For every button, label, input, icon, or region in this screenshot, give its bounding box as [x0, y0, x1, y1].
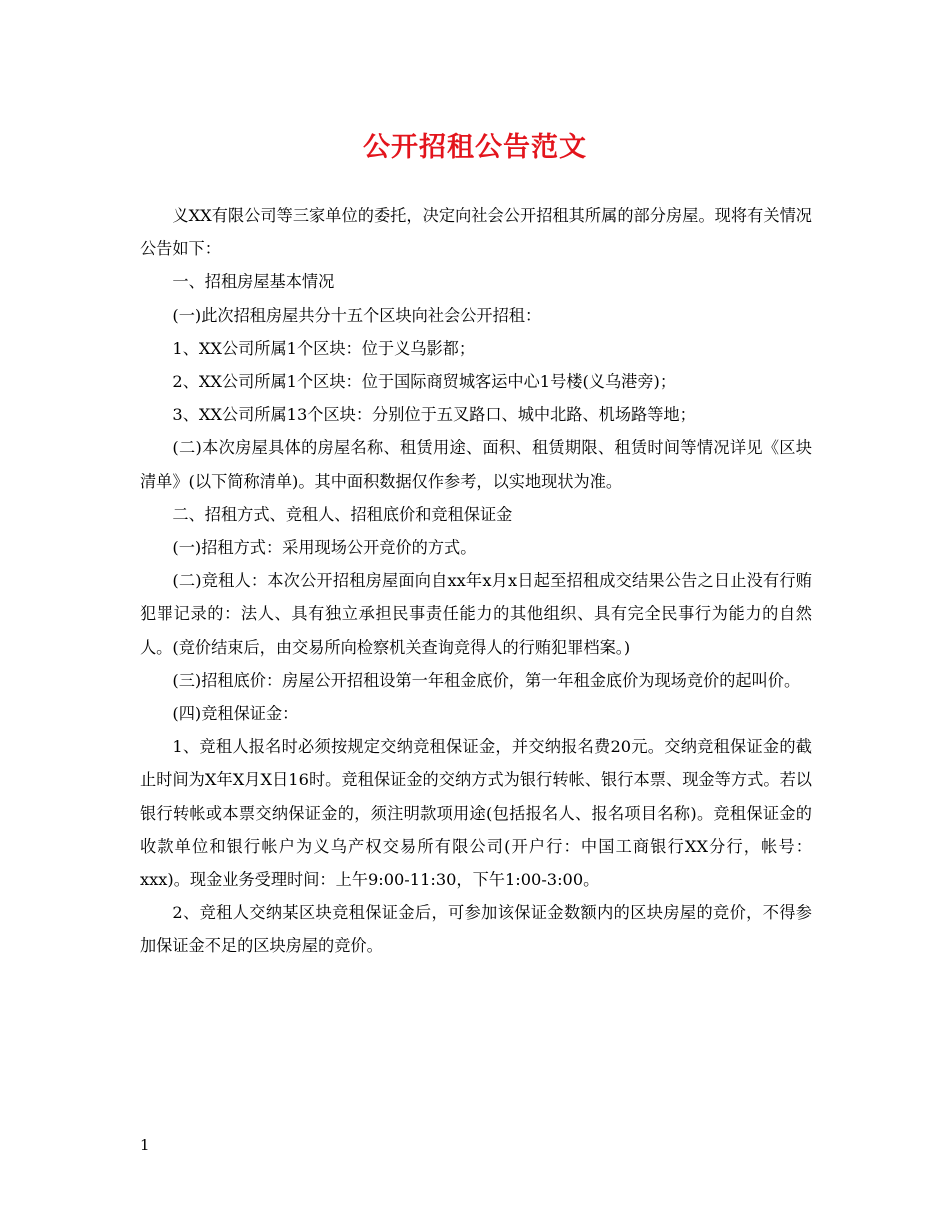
paragraph: 二、招租方式、竞租人、招租底价和竞租保证金 — [172, 504, 513, 524]
paragraph: (一)此次招租房屋共分十五个区块向社会公开招租： — [172, 305, 542, 325]
document-body — [140, 199, 812, 963]
paragraph: 1、竞租人报名时必须按规定交纳竞租保证金，并交纳报名费20元。交纳竞租保证金的截止时间为X年X月X日16时。竞租保证金的交纳方式为银行转帐、银行本票、现金等方式。若以银行转帐或本票交纳保证金的，须注明款项用途(包括报名人、报名项目名称)。竞租保证金的收款单位和银行帐户为义乌产权交易所有限公司(开户行：中国工商银行XX分行，帐号：xxx)。现金业务受理时间：上午9:00-11:30，下午1:00-3:00。 — [140, 737, 812, 890]
paragraph: (四)竞租保证金： — [172, 704, 299, 724]
paragraph: (一)招租方式：采用现场公开竞价的方式。 — [172, 538, 477, 558]
paragraph: (二)本次房屋具体的房屋名称、租赁用途、面积、租赁期限、租赁时间等情况详见《区块清单》(以下简称清单)。其中面积数据仅作参考，以实地现状为准。 — [140, 438, 812, 491]
document-title: 公开招租公告范文 — [363, 132, 587, 163]
paragraph: 2、XX公司所属1个区块：位于国际商贸城客运中心1号楼(义乌港旁)； — [172, 372, 677, 392]
paragraph: 一、招租房屋基本情况 — [172, 272, 335, 292]
paragraph: (三)招租底价：房屋公开招租设第一年租金底价，第一年租金底价为现场竞价的起叫价。 — [172, 670, 801, 690]
page-number: 1 — [140, 1136, 150, 1154]
paragraph: (二)竞租人：本次公开招租房屋面向自xx年x月x日起至招租成交结果公告之日止没有行贿犯罪记录的：法人、具有独立承担民事责任能力的其他组织、具有完全民事行为能力的自然人。(竞价结束后，由交易所向检察机关查询竞得人的行贿犯罪档案。) — [140, 571, 812, 657]
paragraph: 3、XX公司所属13个区块：分别位于五叉路口、城中北路、机场路等地； — [172, 405, 696, 425]
paragraph: 义XX有限公司等三家单位的委托，决定向社会公开招租其所属的部分房屋。现将有关情况公告如下： — [140, 206, 812, 259]
paragraph: 2、竞租人交纳某区块竞租保证金后，可参加该保证金数额内的区块房屋的竞价，不得参加保证金不足的区块房屋的竞价。 — [140, 903, 812, 956]
paragraph: 1、XX公司所属1个区块：位于义乌影都； — [172, 338, 476, 358]
